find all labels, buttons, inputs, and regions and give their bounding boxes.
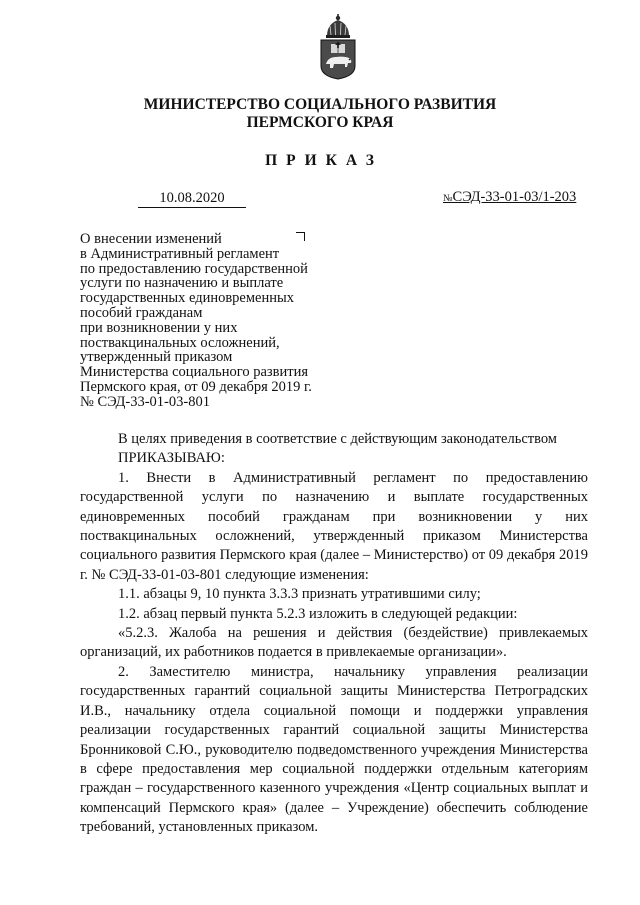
order-number-value: СЭД-33-01-03/1-203 [452,189,577,205]
clause-1: 1. Внести в Административный регламент по предоставлению государственной услуги по назначению и выплате государственных единовременных пособий гражданам при возникновении у них поствакцинальных осложнений, утвержденный приказом Министерства социального развития Пермского края (далее – Министерство) от 09 декабря 2019 г. № СЭД-33-01-03-801 следующие изменения: [80,469,588,583]
order-date: 10.08.2020 [138,190,246,208]
subject-line: № СЭД-33-01-03-801 [80,393,210,410]
ministry-region: ПЕРМСКОГО КРАЯ [246,114,394,131]
subject-line: государственных единовременных [80,290,294,307]
coat-of-arms-icon [318,14,358,80]
subject-line: Министерства социального развития [80,364,308,381]
order-body [80,430,588,838]
subject-line: в Административный регламент [80,245,280,262]
order-number [443,189,576,207]
subject-line: Пермского края, от 09 декабря 2019 г. [80,378,312,395]
clause-1-1: 1.1. абзацы 9, 10 пункта 3.3.3 признать утратившими силу; [118,586,481,603]
order-subject [80,232,340,410]
number-sign: № [443,193,453,204]
subject-line: О внесении изменений [80,231,222,247]
subject-line: пособий гражданам [80,304,203,321]
order-word: ПРИКАЗЫВАЮ: [118,450,225,467]
subject-line: поствакцинальных осложнений, [80,334,280,351]
document-type-title: ПРИКАЗ [265,152,383,169]
clause-1-2: 1.2. абзац первый пункта 5.2.3 изложить в следующей редакции: [118,605,518,622]
intro-paragraph: В целях приведения в соответствие с действующим законодательством [118,431,557,447]
subject-line: по предоставлению государственной [80,260,308,277]
subject-line: утвержденный приказом [80,349,233,366]
ministry-name: МИНИСТЕРСТВО СОЦИАЛЬНОГО РАЗВИТИЯ [143,96,497,113]
subject-line: при возникновении у них [80,319,238,336]
clause-2: 2. Заместителю министра, начальнику управления реализации государственных гарантий социальной защиты Министерства Петроградских И.В., начальнику отдела социальной помощи и поддержки управления реализации государственных гарантий социальной защиты Министерства Бронниковой С.Ю., руководителю подведомственного учреждения Министерства в сфере предоставления мер социальной поддержки отдельным категориям граждан – государственного казенного учреждения «Центр социальных выплат и компенсаций Пермского края» (далее – Учреждение) обеспечить соблюдение требований, установленных приказом. [80,663,588,836]
clause-1-quote: «5.2.3. Жалоба на решения и действия (бездействие) привлекаемых организаций, их работников подается в привлекаемые организации». [80,625,588,661]
subject-line: услуги по назначению и выплате [80,275,284,292]
